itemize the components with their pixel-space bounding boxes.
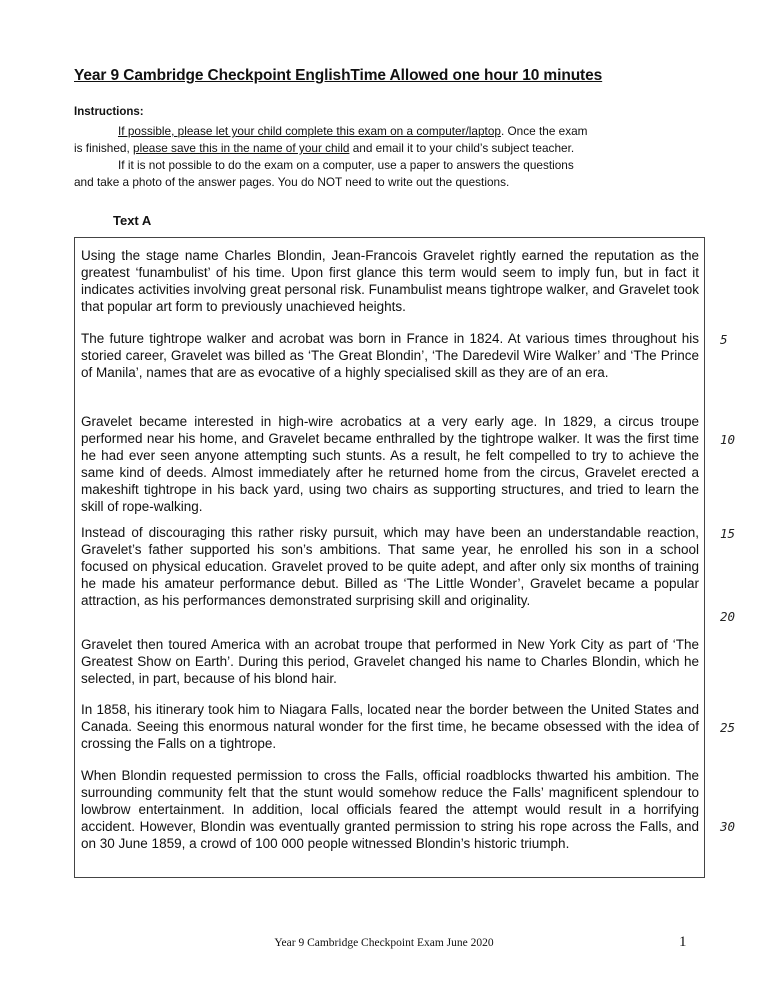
line-number: 5 [720, 332, 728, 347]
line-number: 30 [720, 819, 736, 834]
instruction-text: is finished, [74, 141, 134, 155]
paragraph-7: When Blondin requested permission to cross the Falls, official roadblocks thwarted his ambition. The surrounding community felt that the stunt would somehow reduce the Falls’ magnificent splendour to lowbrow entertainment. In addition, local officials feared the attempt would result in a horrifying accident. However, Blondin was eventually granted permission to string his rope across the Falls, and on 30 June 1859, a crowd of 100 000 people witnessed Blondin’s historic triumph. [81, 768, 699, 851]
instruction-line-4: and take a photo of the answer pages. You do NOT need to write out the questions. [74, 175, 510, 189]
instruction-link-save: please save this in the name of your child [133, 141, 350, 155]
line-number: 15 [720, 526, 736, 541]
instruction-text: and email it to your child’s subject teacher. [349, 141, 575, 155]
page-title: Year 9 Cambridge Checkpoint EnglishTime Allowed one hour 10 minutes [74, 67, 603, 84]
paragraph-1: Using the stage name Charles Blondin, Jean-Francois Gravelet rightly earned the reputation as the greatest ‘funambulist’ of his time. Upon first glance this term would seem to imply fun, but in fact it indicates activities involving great personal risk. Funambulist means tightrope walker, and Gravelet took that popular art form to previously unachieved heights. [81, 248, 699, 314]
paragraph-2: The future tightrope walker and acrobat was born in France in 1824. At various times throughout his storied career, Gravelet was billed as ‘The Great Blondin’, ‘The Daredevil Wire Walker’ and ‘The Prince of Manila’, names that are as evocative of a highly specialised skill as they are of an era. [81, 331, 699, 380]
paragraph-5: Gravelet then toured America with an acrobat troupe that performed in New York City as part of ‘The Greatest Show on Earth’. During this period, Gravelet changed his name to Charles Blondin, which he selected, in part, because of his blond hair. [81, 637, 699, 686]
instruction-line-2 [74, 141, 694, 156]
footer-text: Year 9 Cambridge Checkpoint Exam June 2020 [274, 937, 494, 949]
paragraph-4: Instead of discouraging this rather risky pursuit, which may have been an understandable reaction, Gravelet’s father supported his son’s ambitions. That same year, he enrolled his son in a school focused on physical education. Gravelet proved to be quite adept, and after only six months of training he made his amateur performance debut. Billed as ‘The Little Wonder’, Gravelet became a popular attraction, as his performances demonstrated surprising skill and originality. [81, 525, 699, 608]
instructions-label: Instructions: [74, 106, 144, 118]
line-number: 25 [720, 720, 736, 735]
instruction-line-1 [118, 124, 738, 139]
paragraph-3: Gravelet became interested in high-wire acrobatics at a very early age. In 1829, a circus troupe performed near his home, and Gravelet became enthralled by the tightrope walker. It was the first time he had ever seen anyone attempting such stunts. As a result, he felt compelled to try to achieve the same kind of deeds. Almost immediately after he returned home from the circus, Gravelet erected a makeshift tightrope in his back yard, using two chairs as supporting structures, and tried to learn the skill of rope-walking. [81, 414, 699, 514]
line-number: 20 [720, 609, 736, 624]
instruction-text: . Once the exam [500, 124, 588, 138]
page-number: 1 [679, 934, 687, 950]
line-number: 10 [720, 432, 736, 447]
instruction-link-computer: If possible, please let your child complete this exam on a computer/laptop [118, 124, 501, 138]
instruction-line-3: If it is not possible to do the exam on a computer, use a paper to answers the questions [118, 158, 574, 172]
text-a-heading: Text A [113, 213, 152, 228]
paragraph-6: In 1858, his itinerary took him to Niagara Falls, located near the border between the United States and Canada. Seeing this enormous natural wonder for the first time, he became obsessed with the idea of crossing the Falls on a tightrope. [81, 702, 699, 751]
